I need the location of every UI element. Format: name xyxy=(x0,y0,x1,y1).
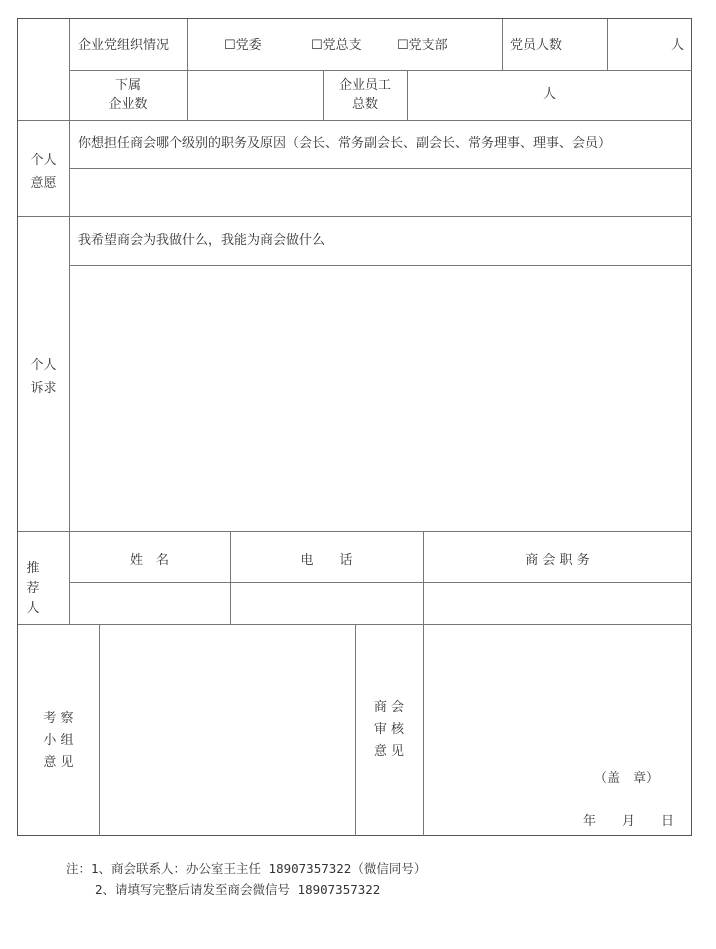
referrer-name-header: 姓 名 xyxy=(129,553,169,568)
column-line xyxy=(502,19,503,70)
referrer-side-char: 推 xyxy=(26,561,40,576)
row-line xyxy=(69,70,692,71)
application-form-table xyxy=(17,18,692,836)
row-line xyxy=(18,120,692,121)
subsidiary-label-line2: 企业数 xyxy=(108,97,148,112)
intent-side-label-line1: 个人 xyxy=(30,153,57,168)
row-line xyxy=(69,265,692,266)
staff-total-label-line2: 总数 xyxy=(351,97,378,112)
column-line xyxy=(99,624,100,836)
intent-side-label-line2: 意愿 xyxy=(30,176,57,191)
staff-total-unit: 人 xyxy=(542,87,556,102)
intent-question: 你想担任商会哪个级别的职务及原因（会长、常务副会长、副会长、常务理事、理事、会员） xyxy=(78,136,612,151)
subsidiary-label-line1: 下属 xyxy=(114,78,141,93)
column-line xyxy=(423,531,424,624)
review-team-label-line2: 小 组 xyxy=(43,733,74,748)
chamber-review-label-line1: 商 会 xyxy=(373,700,405,715)
referrer-phone-header: 电 话 xyxy=(300,553,353,568)
appeal-question: 我希望商会为我做什么，我能为商会做什么 xyxy=(78,233,326,248)
review-team-label-line3: 意 见 xyxy=(43,755,74,770)
column-line xyxy=(187,19,188,120)
row-line xyxy=(18,216,692,217)
referrer-position-header: 商 会 职 务 xyxy=(525,553,590,568)
party-branch-checkbox[interactable]: ☐党支部 xyxy=(397,38,448,53)
appeal-side-label-line2: 诉求 xyxy=(30,381,57,396)
chamber-review-label-line3: 意 见 xyxy=(373,744,405,759)
chamber-review-label-line2: 审 核 xyxy=(373,722,405,737)
row-line xyxy=(18,531,692,532)
note-line-1: 注：1、商会联系人：办公室王主任 18907357322（微信同号） xyxy=(66,861,427,876)
party-member-unit: 人 xyxy=(671,38,685,53)
review-team-label-line1: 考 察 xyxy=(43,711,74,726)
appeal-side-label-line1: 个人 xyxy=(30,358,57,373)
column-line xyxy=(230,531,231,624)
party-committee-checkbox[interactable]: ☐党委 xyxy=(224,38,262,53)
column-line xyxy=(607,19,608,70)
row-line xyxy=(69,582,692,583)
party-general-branch-checkbox[interactable]: ☐党总支 xyxy=(311,38,362,53)
seal-label: （盖 章） xyxy=(594,771,660,786)
party-org-label: 企业党组织情况 xyxy=(78,38,170,53)
referrer-side-char: 荐 xyxy=(26,581,40,596)
referrer-side-char: 人 xyxy=(26,601,40,616)
party-member-count-label: 党员人数 xyxy=(510,38,563,53)
column-line xyxy=(423,624,424,836)
note-line-2: 2、请填写完整后请发至商会微信号 18907357322 xyxy=(95,882,381,897)
date-label: 年 月 日 xyxy=(583,814,675,829)
row-line xyxy=(69,168,692,169)
staff-total-label-line1: 企业员工 xyxy=(338,78,391,93)
